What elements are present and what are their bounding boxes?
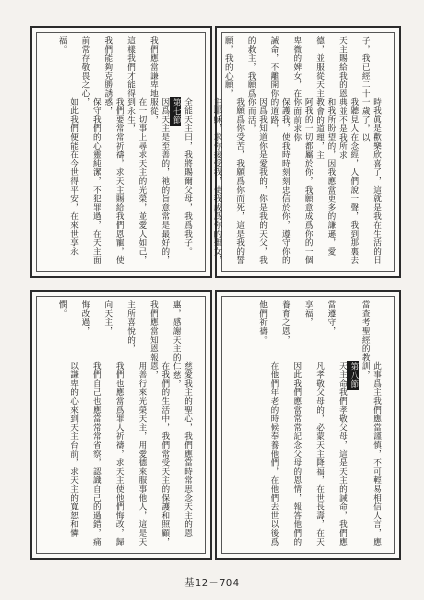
text-column-block <box>40 36 204 270</box>
text-line: 我聽見人在念經，人們說一聲，我到那裏去天主賜給我的恩典並不是我所求 <box>337 36 359 265</box>
section-marker: 第八節 <box>348 362 359 389</box>
text-line: 時我眞是歡樂欣喜了，這就是我在生活的日子，我已經二十一歲了，以 <box>360 36 382 265</box>
text-line: 我們自己也應當常常省察，認識自己的過錯，痛悔改過， <box>79 300 102 547</box>
text-column-block <box>211 36 393 270</box>
text-line: 天主命我們孝敬父母，這是天主的誡命，我們應當遵守， <box>325 300 348 547</box>
text-line: 此事爲主我們應當謹慎，不可輕易相信人言，應當查考聖經的教訓， <box>360 300 382 547</box>
text-line: 主耶穌，求你接受我，使我成爲你的聖女， <box>211 97 222 265</box>
panel-bottom-left <box>30 290 212 560</box>
text-line: 因此我們應當常常記念父母的恩情，報答他們的養育之恩， <box>280 300 302 547</box>
text-line: 用善行來光榮天主，用愛德來服事他人，這是天主所喜悅的， <box>125 300 147 547</box>
text-column-block <box>40 300 204 552</box>
text-line: 如此我們便能在今世得平安，在來世享永福。 <box>57 36 79 256</box>
text-line: 我們要常常祈禱，求天主賜給我們恩寵，使我們能夠克勝誘惑， <box>102 36 125 265</box>
panel-top-left <box>30 26 212 278</box>
text-line: 保護我，使我時時刻刻忠信於你，遵守你的誡命，不離開你的道路， <box>268 36 291 265</box>
text-line: 凡孝敬父母的，必蒙天主降福，在世長壽，在天享福， <box>303 300 325 547</box>
section-marker: 第七節 <box>171 98 182 125</box>
text-line: 在一切事上尋求天主的光榮，並愛人如己，這樣我們才能得到永生， <box>125 36 147 265</box>
text-line: 在我們的生活中，我們常受天主的保護和照顧，我們應當知恩報恩， <box>148 300 170 547</box>
text-line: 我們也應當爲罪人祈禱，求天主使他們悔改，歸向天主， <box>102 300 125 547</box>
panel-top-right <box>211 26 401 278</box>
text-line: 阿我的一切都屬於你，我願意成爲你的一個卑微的婢女，在你面前求你 <box>291 36 314 265</box>
text-line: 在他們年老的時候奉養他們，在他們去世以後爲他們祈禱。 <box>257 300 279 547</box>
text-line: 慈愛我主的聖心，我們應當時常思念天主的恩惠，感謝天主的仁慈， <box>171 300 193 538</box>
text-line: 以謙卑的心來到天主台前，求天主的寬恕和憐憫。 <box>57 300 79 538</box>
text-column-block <box>225 300 393 552</box>
text-line: 全能天主曰，我將賜爾父母，我爲我子。 <box>182 97 193 256</box>
text-line: 和我所盼望的，因我應當更多的謙遜，愛德，並服從天主教會的道理，主 <box>314 36 336 256</box>
text-line: 保守我們的心靈純潔，不犯罪過，在天主面前常存敬畏之心， <box>79 36 102 265</box>
page-number: 基12－704 <box>184 578 240 589</box>
text-line: 我願爲你受苦，我願爲你而死，這是我的誓願，我的心願， <box>223 36 245 265</box>
text-line: 因爲天主是至善的，祂的旨意常是最好的，我們應當謙卑地服從， <box>148 36 170 265</box>
text-line: 因爲我知道你是愛我的，你是我的天父，我的救主，我願爲你而活， <box>246 36 268 265</box>
panel-bottom-right <box>215 290 401 560</box>
